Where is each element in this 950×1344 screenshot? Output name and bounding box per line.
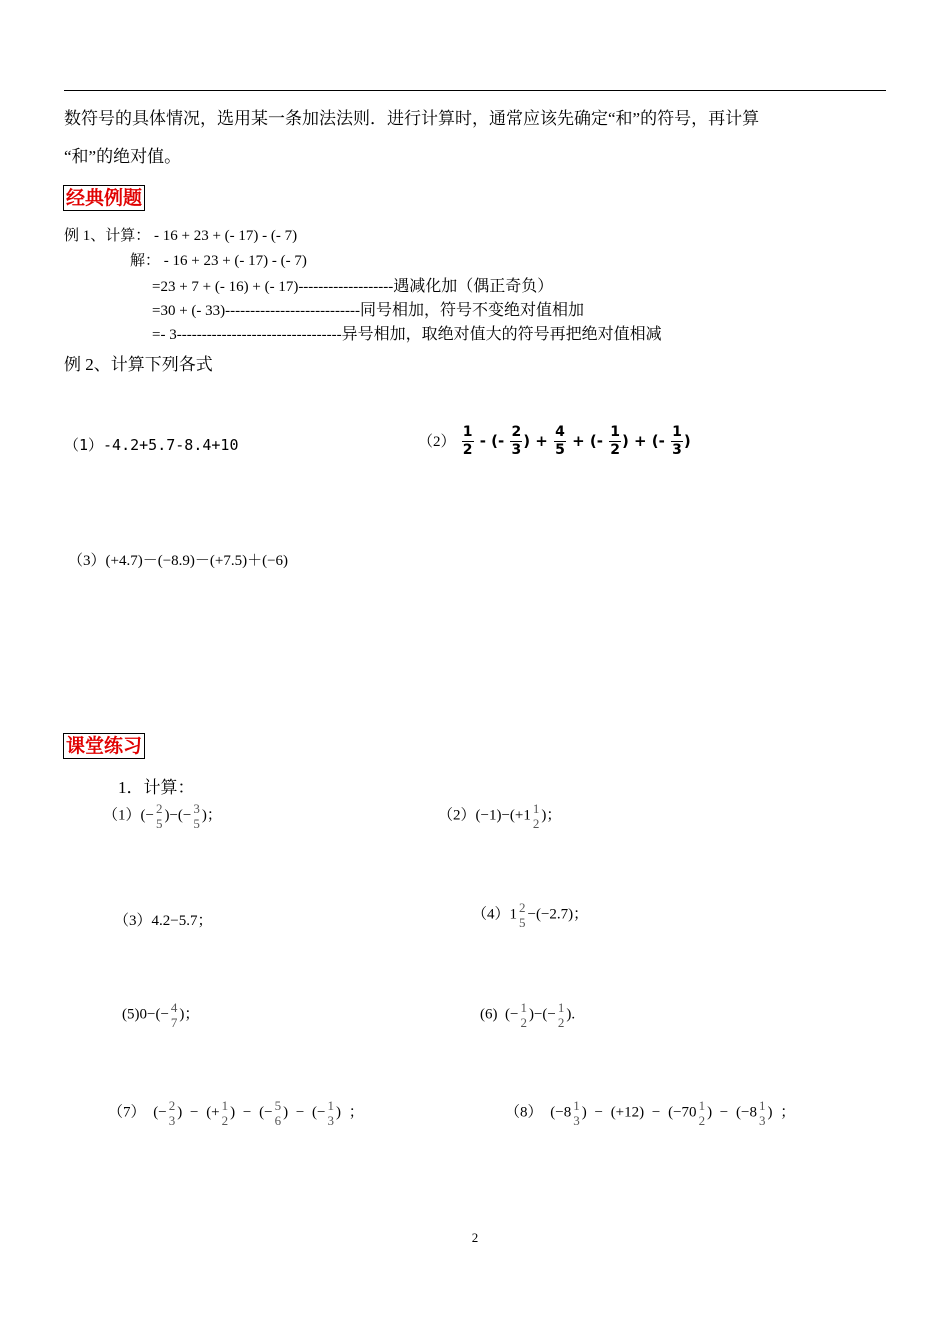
example-1 [64,224,297,245]
leader-dashes: --------------------------- [225,303,361,319]
denominator: 3 [758,1113,766,1128]
section-heading-examples: 经典例题 [63,185,145,211]
practice-3: （3）4.2−5.7； [114,913,213,929]
fraction [192,801,201,831]
solution-step-expression: =- 3 [152,327,177,343]
practice-1: （1）(− 2 5 )−(− 3 5 )； [103,801,222,831]
numerator: 1 [758,1098,766,1113]
denominator: 2 [557,1015,565,1030]
denominator: 3 [168,1113,176,1128]
problem-3: （3）(+4.7)－(−8.9)－(+7.5)＋(−6) [68,553,289,569]
problem-2: （2） $\frac{1}{2}$ - (- $\frac{2}{3}$ ) + $\frac{4}{5}$ + (- $\frac{1}{2}$ ) + (- $\frac{1}{3}$ ) [418,424,691,458]
numerator: 1 [327,1098,334,1113]
denominator: 2 [610,442,620,458]
practice-8: （8） (−8 1 3 ) − (+12) − (−70 1 2 ) − (−8 1 3 ) ； [505,1098,796,1128]
denominator: 7 [170,1015,178,1030]
fraction [274,1098,283,1128]
numerator: 2 [155,801,163,816]
practice-8-label: （8） [505,1104,543,1121]
solution-expression: - 16 + 23 + (- 17) - (- 7) [163,253,307,269]
numerator: 2 [168,1098,176,1113]
practice-instruction: 1．计算： [118,778,195,797]
solution-step-note: 遇减化加（偶正奇负） [393,278,554,295]
denominator: 5 [155,816,163,831]
numerator: 1 [520,1000,527,1015]
numerator: 5 [274,1098,282,1113]
intro-line-2: “和”的绝对值。 [64,147,182,166]
fraction [327,1098,336,1128]
example-1-label: 例 1、计算： [64,228,151,244]
denominator: 2 [698,1113,706,1128]
solution-step-note: 同号相加，符号不变绝对值相加 [360,302,585,319]
solution-line-3 [152,321,662,344]
denominator: 2 [221,1113,229,1128]
numerator: 1 [698,1098,706,1113]
numerator: 1 [557,1000,565,1015]
numerator: 1 [610,424,620,440]
denominator: 3 [573,1113,580,1128]
denominator: 2 [520,1015,527,1030]
fraction [557,1000,566,1030]
practice-5: (5)0−(− 4 7 )； [122,1000,200,1030]
fraction [609,424,621,459]
denominator: 2 [532,816,540,831]
numerator: 3 [193,801,200,816]
fraction [155,801,164,831]
solution-line-0 [130,249,307,270]
leader-dashes: --------------------------------- [176,327,342,343]
numerator: 1 [221,1098,229,1113]
leader-dashes: ------------------- [298,279,394,295]
solution-line-2 [152,297,584,320]
fraction [532,801,541,831]
numerator: 4 [555,424,565,440]
fraction [671,424,683,459]
page-number: 2 [471,1230,479,1245]
solution-step-note: 异号相加，取绝对值大的符号再把绝对值相减 [341,326,662,343]
numerator: 1 [532,801,540,816]
solution-step-expression: =23 + 7 + (- 16) + (- 17) [152,279,299,295]
example-1-expression: - 16 + 23 + (- 17) - (- 7) [154,228,298,244]
practice-6-label: (6) [480,1006,498,1023]
numerator: 1 [573,1098,580,1113]
example-2-label: 例 2、计算下列各式 [64,355,213,374]
section-heading-practice: 课堂练习 [63,733,145,759]
fraction [554,424,566,459]
numerator: 1 [462,424,473,440]
denominator: 5 [555,442,565,458]
denominator: 5 [193,816,200,831]
fraction [510,424,522,459]
problem-2-label: （2） [418,434,456,450]
fraction [170,1000,179,1030]
practice-2: （2）(−1)−(+1 1 2 )； [438,801,562,831]
fraction [758,1098,767,1128]
solution-line-1 [152,273,553,296]
solution-step-expression: =30 + (- 33) [152,303,226,319]
fraction [518,900,527,930]
fraction [221,1098,230,1128]
fraction [168,1098,177,1128]
denominator: 3 [327,1113,334,1128]
fraction [462,424,474,459]
practice-5-label: (5) [122,1006,140,1023]
fraction [519,1000,528,1030]
intro-line-1: 数符号的具体情况，选用某一条加法法则．进行计算时，通常应该先确定“和”的符号，再计算 [64,109,760,128]
practice-7: （7） (− 2 3 ) − (+ 1 2 ) − (− 5 6 ) − (− 1 3 ) ； [108,1098,364,1128]
numerator: 1 [672,424,682,440]
header-rule [64,90,886,91]
denominator: 3 [672,442,682,458]
fraction [572,1098,581,1128]
practice-4: （4）1 2 5 −(−2.7)； [472,900,589,930]
numerator: 2 [511,424,522,440]
numerator: 4 [170,1000,178,1015]
practice-6: (6) (− 1 2 )−(− 1 2 ). [480,1000,576,1030]
problem-1: （1）-4.2+5.7-8.4+10 [64,436,239,454]
denominator: 2 [462,442,473,458]
numerator: 2 [519,900,526,915]
denominator: 6 [274,1113,282,1128]
denominator: 3 [511,442,522,458]
practice-7-label: （7） [108,1104,146,1121]
fraction [698,1098,707,1128]
denominator: 5 [519,915,526,930]
solution-label: 解： [130,253,161,269]
